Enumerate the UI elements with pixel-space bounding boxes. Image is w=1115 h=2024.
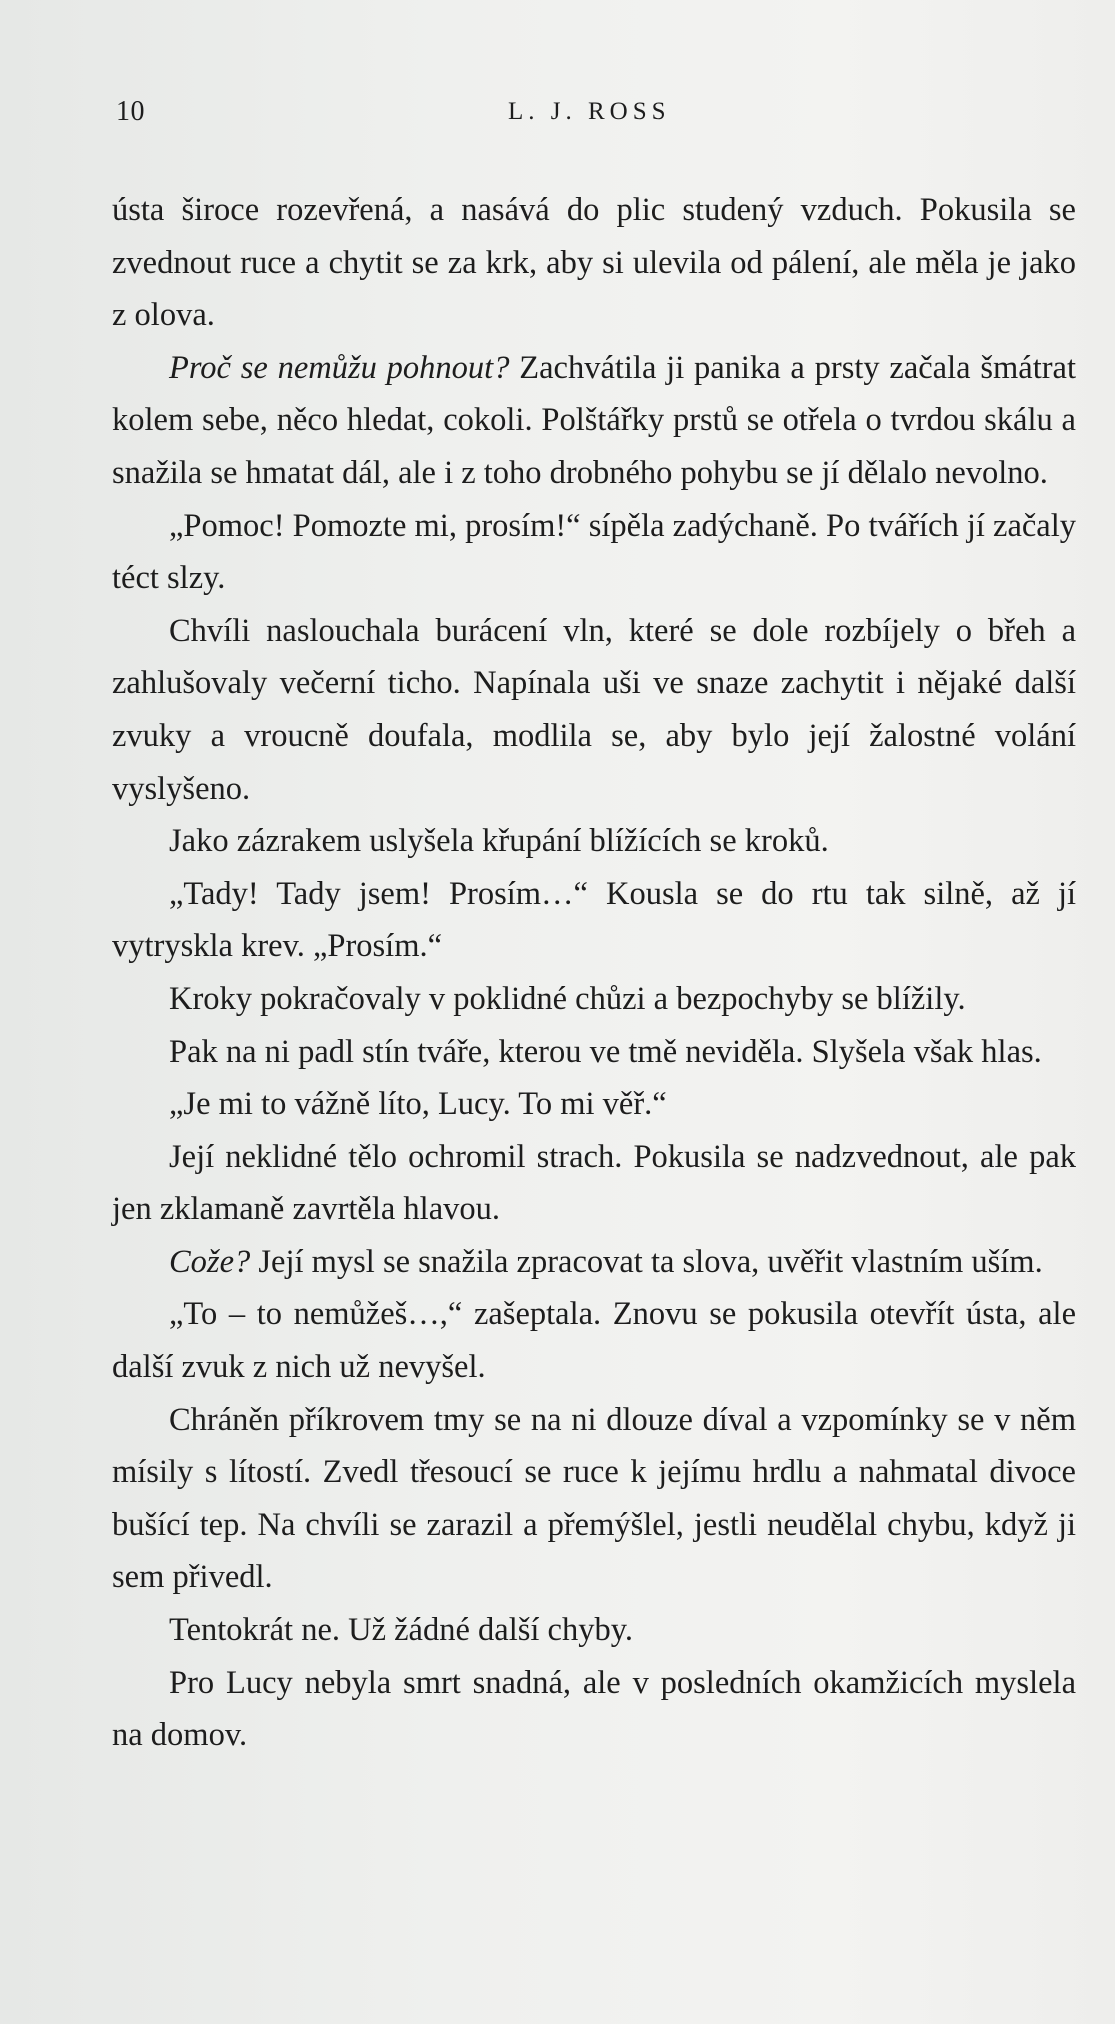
paragraph	[112, 1604, 1076, 1657]
paragraph	[112, 973, 1076, 1026]
text-segment: „Pomoc! Pomozte mi, prosím!“ sípěla zadýchaně. Po tvářích jí začaly téct slzy.	[112, 507, 1077, 597]
paragraph	[112, 868, 1076, 973]
text-segment: Jako zázrakem uslyšela křupání blížících se kroků.	[169, 823, 829, 860]
paragraph	[112, 1657, 1076, 1762]
running-title: L. J. ROSS	[508, 98, 671, 125]
text-segment: „To – to nemůžeš…,“ zašeptala. Znovu se pokusila otevřít ústa, ale další zvuk z nich už nevyšel.	[112, 1296, 1076, 1386]
paragraph	[112, 1131, 1076, 1236]
body-text	[112, 184, 1076, 1762]
text-segment: Pak na ni padl stín tváře, kterou ve tmě neviděla. Slyšela však hlas.	[169, 1033, 1042, 1070]
text-segment: „Tady! Tady jsem! Prosím…“ Kousla se do rtu tak silně, až jí vytryskla krev. „Prosím.“	[112, 875, 1076, 965]
paragraph	[112, 500, 1076, 605]
text-segment: Chvíli naslouchala burácení vln, které se dole rozbíjely o břeh a zahlušovaly večerní ticho. Napínala uši ve snaze zachytit i nějaké další zvuky a vroucně doufala, modlila se, aby bylo její žalostné volání vyslyšeno.	[112, 612, 1076, 807]
paragraph	[112, 1026, 1076, 1079]
text-segment: Chráněn příkrovem tmy se na ni dlouze díval a vzpomínky se v něm mísily s lítostí. Zvedl třesoucí se ruce k jejímu hrdlu a nahmatal divoce bušící tep. Na chvíli se zarazil a přemýšlel, jestli neudělal chybu, když ji sem přivedl.	[112, 1401, 1076, 1596]
text-segment: ústa široce rozevřená, a nasává do plic studený vzduch. Pokusila se zvednout ruce a chytit se za krk, aby si ulevila od pálení, ale měla je jako z olova.	[112, 192, 1076, 334]
paragraph	[112, 1288, 1076, 1393]
text-segment: Pro Lucy nebyla smrt snadná, ale v posledních okamžicích myslela na domov.	[112, 1664, 1076, 1754]
page-number: 10	[116, 96, 145, 127]
text-segment: Kroky pokračovaly v poklidné chůzi a bezpochyby se blížily.	[169, 980, 966, 1017]
paragraph	[112, 1078, 1076, 1131]
paragraph	[112, 1394, 1076, 1604]
paragraph	[112, 184, 1076, 342]
italic-thought: Cože?	[169, 1243, 251, 1280]
text-segment: „Je mi to vážně líto, Lucy. To mi věř.“	[169, 1086, 667, 1123]
text-segment: Zachvátila ji panika a prsty začala šmátrat kolem sebe, něco hledat, cokoli. Polštářky prstů se otřela o tvrdou skálu a snažila se hmatat dál, ale i z toho drobného pohybu se jí dělalo nevolno.	[112, 349, 1076, 491]
text-segment: Její mysl se snažila zpracovat ta slova, uvěřit vlastním uším.	[250, 1243, 1043, 1280]
text-segment: Tentokrát ne. Už žádné další chyby.	[169, 1612, 633, 1649]
text-segment: Její neklidné tělo ochromil strach. Pokusila se nadzvednout, ale pak jen zklamaně zavrtěla hlavou.	[112, 1138, 1076, 1228]
italic-thought: Proč se nemůžu pohnout?	[169, 349, 510, 386]
paragraph	[112, 605, 1076, 815]
paragraph	[112, 1236, 1076, 1289]
paragraph	[112, 342, 1076, 500]
running-header	[112, 96, 1076, 136]
paragraph	[112, 815, 1076, 868]
